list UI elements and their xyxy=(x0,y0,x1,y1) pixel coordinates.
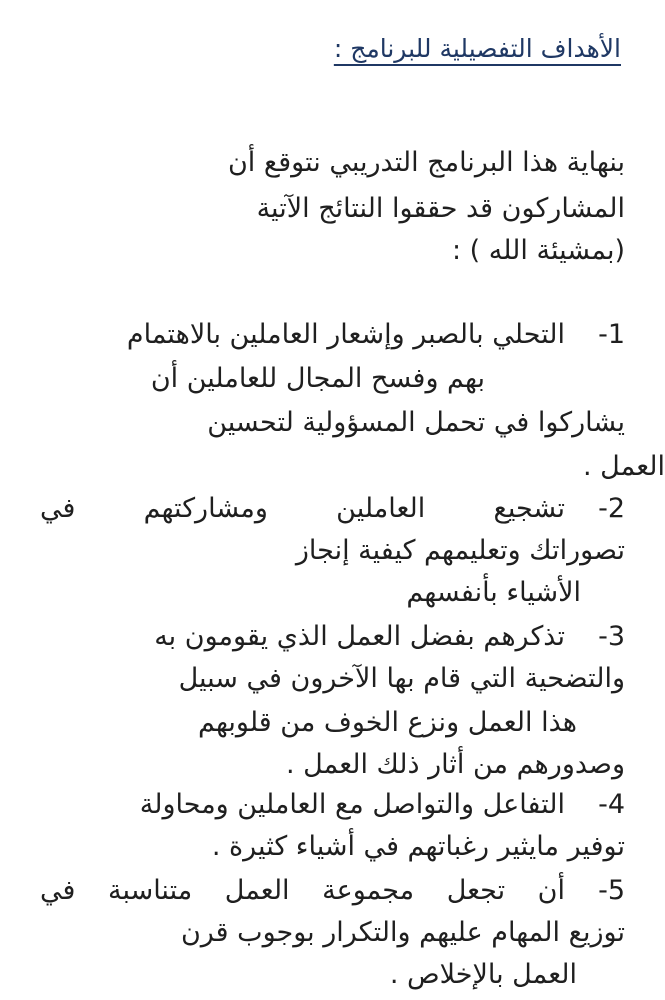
item-1-line-3: يشاركوا في تحمل المسؤولية لتحسين xyxy=(207,407,625,438)
item-3-number: 3- xyxy=(598,621,625,652)
item-5-line-3: العمل بالإخلاص . xyxy=(389,959,577,990)
item-2-number: 2- xyxy=(598,493,625,524)
item-4-line-1: التفاعل والتواصل مع العاملين ومحاولة xyxy=(139,789,565,820)
item-1-line-4: العمل . xyxy=(583,451,665,482)
intro-line-3: (بمشيئة الله ) : xyxy=(451,235,625,266)
item-5-number: 5- xyxy=(598,875,625,906)
item-3-line-1: تذكرهم بفضل العمل الذي يقومون به xyxy=(154,621,565,652)
item-1-line-1: التحلي بالصبر وإشعار العاملين بالاهتمام xyxy=(126,319,565,350)
document-title: الأهداف التفصيلية للبرنامج : xyxy=(333,34,621,63)
item-3-line-3: هذا العمل ونزع الخوف من قلوبهم xyxy=(197,707,577,738)
item-2-line-3: الأشياء بأنفسهم xyxy=(406,577,581,608)
item-4-number: 4- xyxy=(598,789,625,820)
item-3-line-2: والتضحية التي قام بها الآخرون في سبيل xyxy=(178,663,625,694)
item-1-line-2: بهم وفسح المجال للعاملين أن xyxy=(150,363,485,394)
intro-line-1: بنهاية هذا البرنامج التدريبي نتوقع أن xyxy=(227,147,625,178)
item-2-line-1: تشجيع العاملين ومشاركتهم في xyxy=(40,493,565,524)
item-4-line-2: توفير مايثير رغباتهم في أشياء كثيرة . xyxy=(211,831,625,862)
item-5-line-1: أن تجعل مجموعة العمل متناسبة في xyxy=(40,875,565,906)
intro-line-2: المشاركون قد حققوا النتائج الآتية xyxy=(256,193,625,224)
item-2-line-2: تصوراتك وتعليمهم كيفية إنجاز xyxy=(295,535,625,566)
item-3-line-4: وصدورهم من أثار ذلك العمل . xyxy=(285,749,625,780)
item-1-number: 1- xyxy=(598,319,625,350)
item-5-line-2: توزيع المهام عليهم والتكرار بوجوب قرن xyxy=(180,917,625,948)
